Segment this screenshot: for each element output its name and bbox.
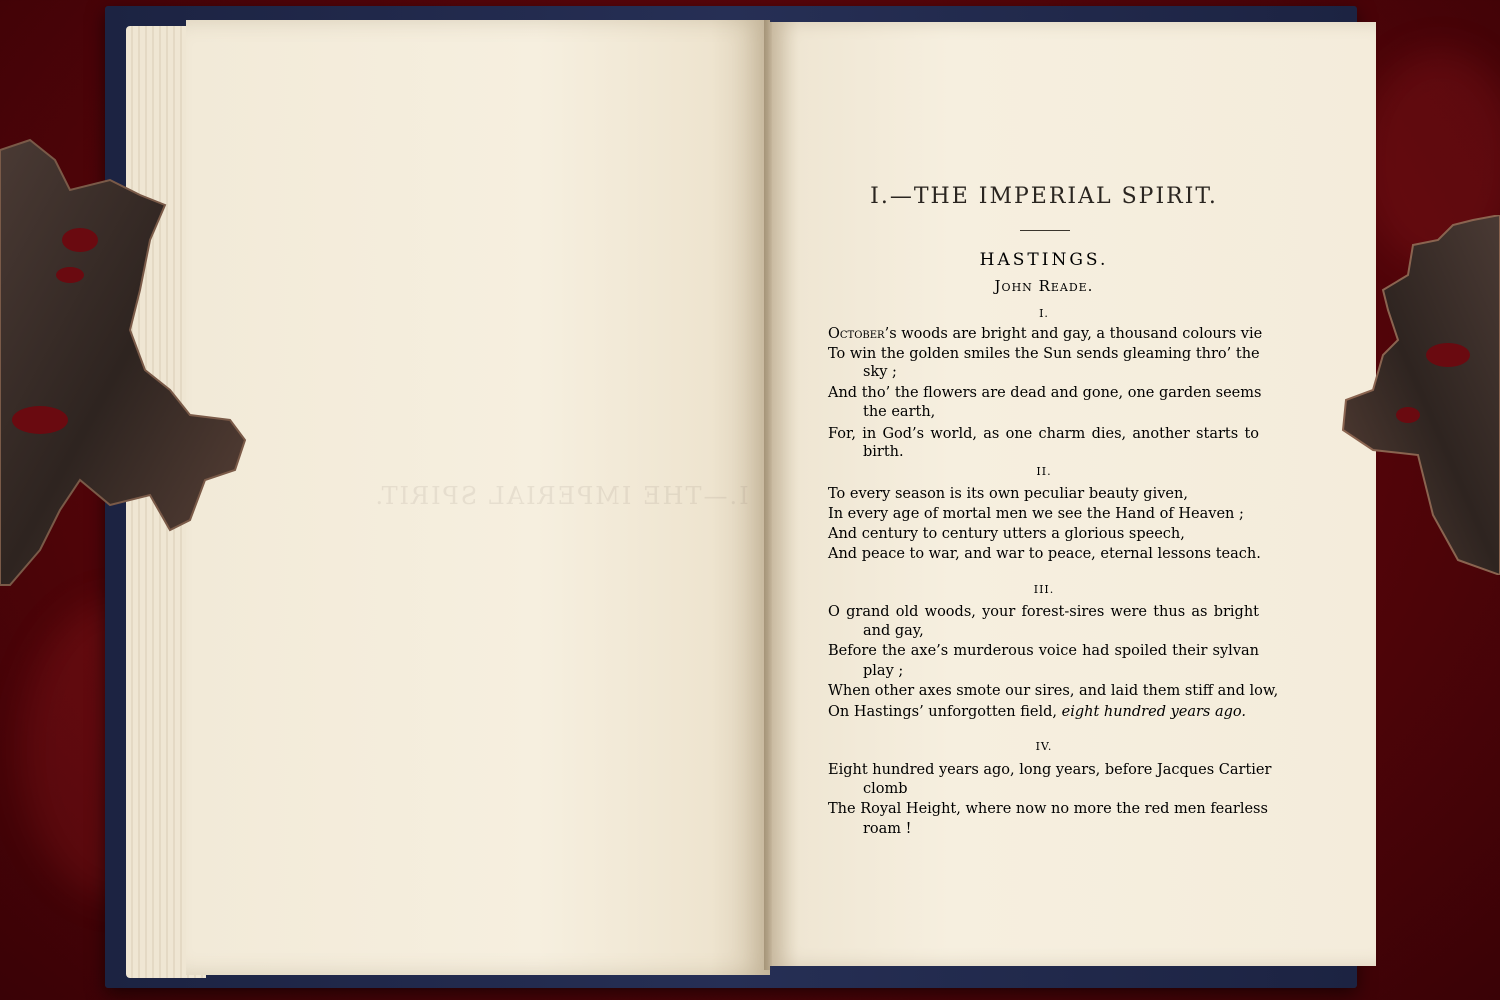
poem-line: October’s woods are bright and gay, a thousand colours vie xyxy=(828,326,1263,342)
poem-author: John Reade. xyxy=(994,277,1094,295)
chapter-title: I.—THE IMPERIAL SPIRIT. xyxy=(870,184,1218,209)
poem-line: the earth, xyxy=(863,404,936,420)
left-clasp-icon xyxy=(0,130,250,590)
book-gutter xyxy=(764,20,772,970)
right-clasp-icon xyxy=(1338,215,1500,575)
poem-line: To win the golden smiles the Sun sends gleaming thro’ the xyxy=(828,346,1260,362)
poem-line: roam ! xyxy=(863,821,912,837)
poem-line: When other axes smote our sires, and laid them stiff and low, xyxy=(828,683,1279,699)
poem-line: O grand old woods, your forest-sires were thus as bright xyxy=(828,604,1259,620)
stanza-number: IV. xyxy=(1035,740,1053,753)
poem-line: Before the axe’s murderous voice had spoiled their sylvan xyxy=(828,643,1259,659)
italic-phrase: eight hundred years ago. xyxy=(1061,704,1246,720)
poem-title: HASTINGS. xyxy=(979,250,1109,270)
poem-line: sky ; xyxy=(863,364,897,380)
poem-line: clomb xyxy=(863,781,908,797)
poem-line: play ; xyxy=(863,663,904,679)
poem-line: In every age of mortal men we see the Hand of Heaven ; xyxy=(828,506,1244,522)
poem-line: and gay, xyxy=(863,623,924,639)
left-page xyxy=(186,20,770,975)
poem-line: For, in God’s world, as one charm dies, another starts to xyxy=(828,426,1259,442)
stanza-number: II. xyxy=(1036,465,1052,478)
stanza-number: I. xyxy=(1039,307,1049,320)
stanza-number: III. xyxy=(1033,583,1055,596)
show-through-text: I.—THE IMPERIAL SPIRIT. xyxy=(373,482,749,510)
title-rule xyxy=(1020,230,1070,231)
poem-line: And tho’ the flowers are dead and gone, one garden seems xyxy=(828,385,1262,401)
poem-line: Eight hundred years ago, long years, before Jacques Cartier xyxy=(828,762,1272,778)
poem-line: And century to century utters a glorious speech, xyxy=(828,526,1185,542)
poem-line: To every season is its own peculiar beauty given, xyxy=(828,486,1188,502)
poem-line: On Hastings’ unforgotten field, eight hundred years ago. xyxy=(828,704,1246,720)
poem-line: birth. xyxy=(863,444,904,460)
right-page xyxy=(768,22,1376,966)
poem-line: The Royal Height, where now no more the red men fearless xyxy=(828,801,1268,817)
poem-line: And peace to war, and war to peace, eternal lessons teach. xyxy=(828,546,1261,562)
drop-word: October xyxy=(828,326,885,342)
